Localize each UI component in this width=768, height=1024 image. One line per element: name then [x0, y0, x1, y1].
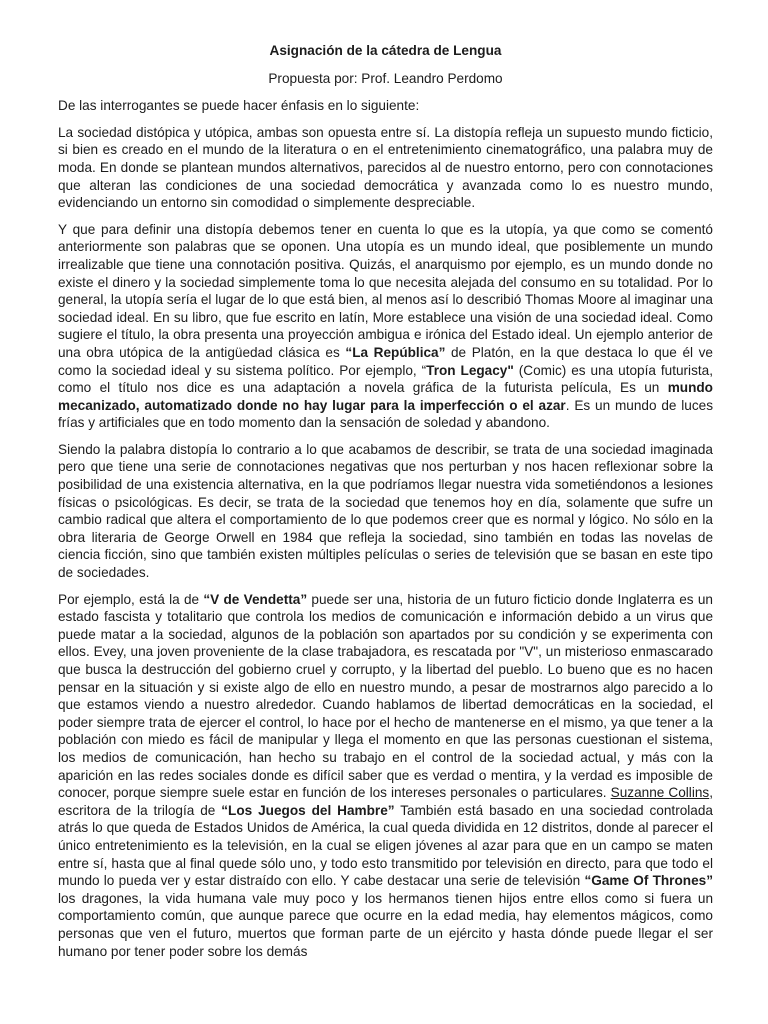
bold-title-los-juegos-del-hambre: “Los Juegos del Hambre”: [221, 802, 395, 818]
text-run: (Comic) es una utopía futurista, como el título nos dice es una adaptación a novela gráfica de la futurista película, Es un: [58, 362, 713, 396]
bold-title-tron-legacy: Tron Legacy": [426, 362, 514, 378]
document-title: Asignación de la cátedra de Lengua: [269, 43, 502, 58]
intro-line: De las interrogantes se puede hacer énfasis en lo siguiente:: [58, 98, 420, 114]
text-run: los dragones, la vida humana vale muy poco y los hermanos tienen hijos entre ellos como si fuera un comportamiento común, que aunque parece que ocurre en la edad media, hay elementos mágicos, como personas que ven el futuro, muertos que forman parte de un ejército y hasta dónde puede llegar el ser humano por tener poder sobre los demás: [58, 890, 713, 959]
paragraph-3: Siendo la palabra distopía lo contrario a lo que acabamos de describir, se trata de una sociedad imaginada pero que tiene una serie de connotaciones negativas que nos perturban y nos hacen reflexionar sobre la posibilidad de una existencia alternativa, en la que podríamos llegar nuestra vida sometiéndonos a lesiones físicas o psicológicas. Es decir, se trata de la sociedad que tenemos hoy en día, solamente que sufre un cambio radical que altera el comportamiento de lo que podemos creer que es normal y lógico. No sólo en la obra literaria de George Orwell en 1984 que refleja la sociedad, sino también en todas las novelas de ciencia ficción, sino que también existen múltiples películas o series de televisión que se basan en este tipo de sociedades.: [58, 441, 713, 581]
paragraph-1: La sociedad distópica y utópica, ambas son opuesta entre sí. La distopía refleja un supuesto mundo ficticio, si bien es creado en el mundo de la literatura o en el entretenimiento cinematográfico, una palabra muy de moda. En donde se plantean mundos alternativos, parecidos al de nuestro entorno, pero con connotaciones que alteran las condiciones de una sociedad democrática y avanzada como lo es nuestro mundo, evidenciando un entorno sin comodidad o simplemente despreciable.: [58, 124, 713, 211]
text-run: También está basado en una sociedad controlada atrás lo que queda de Estados Unidos de América, la cual queda dividida en 12 distritos, donde al parecer el único entretenimiento es la televisión, en la cual se eligen jóvenes al azar para que en un campo se maten entre sí, hasta que al final quede sólo uno, y todo esto transmitido por televisión en directo, para que todo el mundo lo pueda ver y estar distraído con ello. Y cabe destacar una serie de televisión: [58, 802, 713, 889]
underlined-name-suzanne-collins: Suzanne Collins: [610, 785, 710, 801]
text-run: . Es un mundo de luces frías y artificiales que en todo momento dan la sensación de soledad y abandono.: [58, 397, 713, 431]
paragraph-2: [58, 221, 713, 432]
bold-title-game-of-thrones: “Game Of Thrones”: [584, 873, 713, 889]
bold-title-la-republica: “La República”: [345, 344, 446, 360]
bold-phrase-mundo-mecanizado: mundo mecanizado, automatizado donde no hay lugar para la imperfección o el azar: [58, 380, 713, 413]
paragraph-4: [58, 591, 713, 960]
text-run: Por ejemplo, está la de: [58, 591, 204, 607]
document-subtitle: Propuesta por: Prof. Leandro Perdomo: [268, 70, 503, 86]
bold-title-v-de-vendetta: “V de Vendetta”: [203, 591, 308, 607]
text-run: , escritora de la trilogía de: [58, 785, 713, 818]
text-run: Y que para definir una distopía debemos tener en cuenta lo que es la utopía, ya que como se comentó anteriormente son palabras que se oponen. Una utopía es un mundo ideal, que posiblemente un mundo irrealizable que tiene una connotación positiva. Quizás, el anarquismo por ejemplo, es un mundo donde no existe el dinero y la sociedad simplemente toma lo que necesita alejada del consumo en su totalidad. Por lo general, la utopía sería el lugar de lo que está bien, al menos así lo describió Thomas Moore al imaginar una sociedad ideal. En su libro, que fue escrito en latín, More establece una visión de una sociedad ideal. Como sugiere el título, la obra presenta una proyección ambigua e irónica del Estado ideal. Un ejemplo anterior de una obra utópica de la antigüedad clásica es: [58, 221, 713, 360]
text-run: puede ser una, historia de un futuro ficticio donde Inglaterra es un estado fascista y totalitario que controla los medios de comunicación e información debido a un virus que puede matar a la sociedad, algunos de la población son apartados por su condición y se experimenta con ellos. Evey, una joven proveniente de la clase trabajadora, es rescatada por "V", un misterioso enmascarado que busca la destrucción del gobierno cruel y corrupto, y la libertad del pueblo. Lo bueno que es no hacen pensar en la situación y si existe algo de ello en nuestro mundo, a pesar de mostrarnos algo parecido a lo que estamos viendo a nuestro alrededor. Cuando hablamos de libertad democráticas en la sociedad, el poder siempre trata de ejercer el control, lo hace por el hecho de mantenerse en el mismo, ya que tener a la población con miedo es fácil de manipular y llega el momento en que las personas cuestionan el sistema, los medios de comunicación, han hecho su trabajo en el control de la sociedad actual, y más con la aparición en las redes sociales donde es difícil saber que es verdad o mentira, y la verdad es imposible de conocer, porque siempre suele estar en función de los intereses personales o particulares.: [58, 591, 713, 801]
text-run: de Platón, en la que destaca lo que él ve como la sociedad ideal y su sistema político. Por ejemplo, “: [58, 344, 713, 378]
